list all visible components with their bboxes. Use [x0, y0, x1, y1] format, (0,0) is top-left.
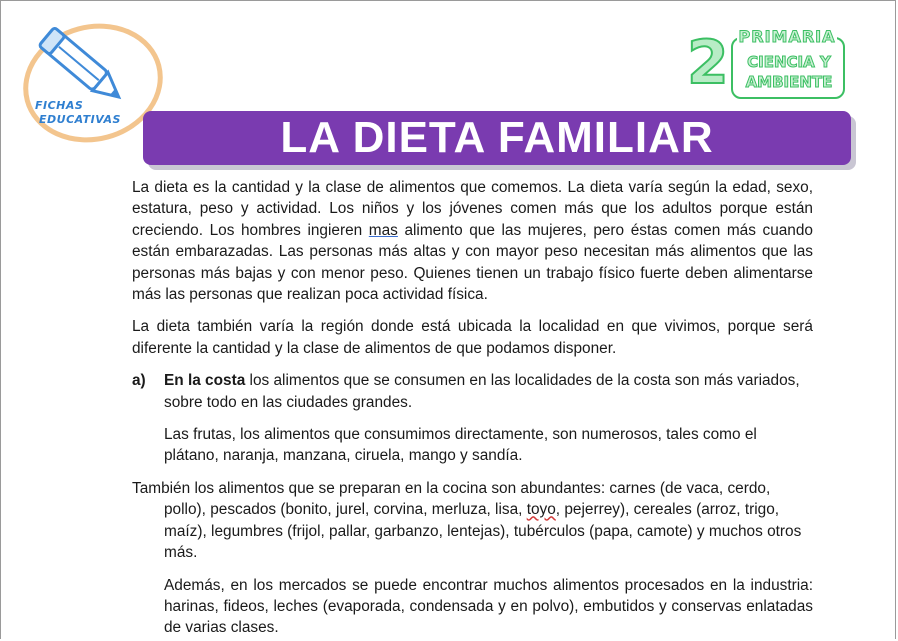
grade-badge [687, 25, 849, 105]
paragraph-cooking-text-b: , pejerrey), cereales (arroz, trigo, maíz), legumbres (frijol, pallar, garbanzo, lentejas), tubérculos (papa, camote) y muchos otros más. [164, 501, 802, 562]
paragraph-cooking [132, 478, 813, 564]
badge-subject-line1: CIENCIA Y [747, 53, 831, 71]
paragraph-cooking-text-a: También los alimentos que se preparan en la cocina son abundantes: carnes (de vaca, cerdo, pollo), pescados (bonito, jurel, corvina, merluza, lisa, [132, 479, 771, 519]
list-item-heading: En la costa [164, 372, 246, 390]
paragraph-1-text-b: alimento que las mujeres, pero éstas comen más cuando están embarazadas. Las personas más altas y con mayor peso necesitan más alimentos que las personas más bajas y con menor peso. Quienes tienen un trabajo físico fuerte deben alimentarse más las personas que realizan poca actividad física. [132, 221, 813, 304]
paragraph-2: La dieta también varía la región donde está ubicada la localidad en que vivimos, porque será diferente la cantidad y la clase de alimentos de que podamos disponer. [132, 318, 813, 357]
grade-number: 2 [687, 28, 729, 98]
title-banner [143, 111, 851, 165]
logo-line2: EDUCATIVAS [39, 113, 121, 126]
paragraph-fruits: Las frutas, los alimentos que consumimos directamente, son numerosos, tales como el plátano, naranja, manzana, ciruela, mango y sandía. [164, 426, 757, 465]
paragraph-1-text-a: La dieta es la cantidad y la clase de alimentos que comemos. La dieta varía según la edad, sexo, estatura, peso y actividad. Los niños y los jóvenes comen más que los adultos porque están creciendo. Los hombres ingieren [132, 179, 813, 239]
page-title: LA DIETA FAMILIAR [280, 113, 714, 162]
list-item-marker: a) [132, 372, 146, 390]
worksheet-content [132, 177, 813, 639]
list-item-text: los alimentos que se consumen en las localidades de la costa son más variados, sobre todo en las ciudades grandes. [164, 372, 800, 411]
paragraph-cooking-flagged-word: toyo [526, 501, 556, 519]
list-item-a [132, 370, 813, 413]
logo-line1: FICHAS [35, 99, 84, 112]
paragraph-markets: Además, en los mercados se puede encontrar muchos alimentos procesados en la industria: harinas, fideos, leches (evaporada, condensada y en polvo), embutidos y conservas enlatadas de varias clases. [164, 576, 813, 637]
paragraph-1 [132, 177, 813, 305]
badge-subject-line2: AMBIENTE [745, 73, 833, 91]
badge-level: PRIMARIA [738, 27, 836, 46]
paragraph-1-flagged-word: mas [368, 221, 398, 239]
